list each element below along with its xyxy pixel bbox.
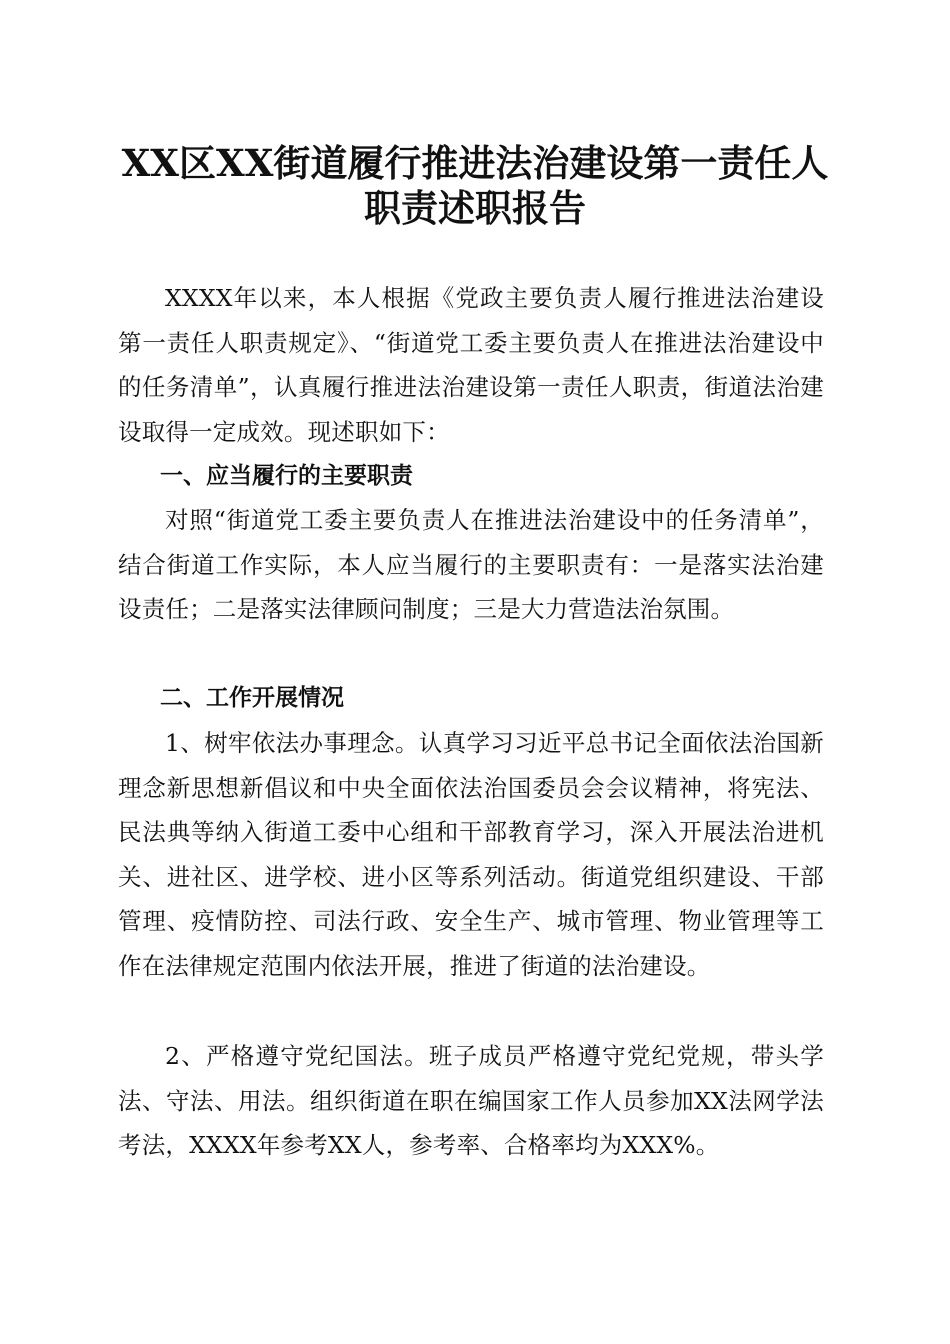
duties-paragraph: 对照“街道党工委主要负责人在推进法治建设中的任务清单”，结合街道工作实际，本人应当履行的主要职责有：一是落实法治建设责任；二是落实法律顾问制度；三是大力营造法治氛围。 — [118, 506, 824, 624]
section-heading-work-progress: 二、工作开展情况 — [160, 685, 344, 711]
report-title-line-2: 职责述职报告 — [364, 186, 586, 230]
work-item-1-paragraph: 1、树牢依法办事理念。认真学习习近平总书记全面依法治国新理念新思想新倡议和中央全面依法治国委员会会议精神，将宪法、民法典等纳入街道工委中心组和干部教育学习，深入开展法治进机关、进社区、进学校、进小区等系列活动。街道党组织建设、干部管理、疫情防控、司法行政、安全生产、城市管理、物业管理等工作在法律规定范围内依法开展，推进了街道的法治建设。 — [118, 729, 824, 980]
report-title-line-1: XX区XX街道履行推进法治建设第一责任人 — [121, 141, 829, 185]
work-item-2-paragraph: 2、严格遵守党纪国法。班子成员严格遵守党纪党规，带头学法、守法、用法。组织街道在职在编国家工作人员参加XX法网学法考法，XXXX年参考XX人，参考率、合格率均为XXX%。 — [118, 1042, 824, 1160]
intro-paragraph: XXXX年以来，本人根据《党政主要负责人履行推进法治建设第一责任人职责规定》、“街道党工委主要负责人在推进法治建设中的任务清单”，认真履行推进法治建设第一责任人职责，街道法治建设取得一定成效。现述职如下： — [118, 284, 824, 446]
section-heading-duties: 一、应当履行的主要职责 — [160, 463, 413, 489]
